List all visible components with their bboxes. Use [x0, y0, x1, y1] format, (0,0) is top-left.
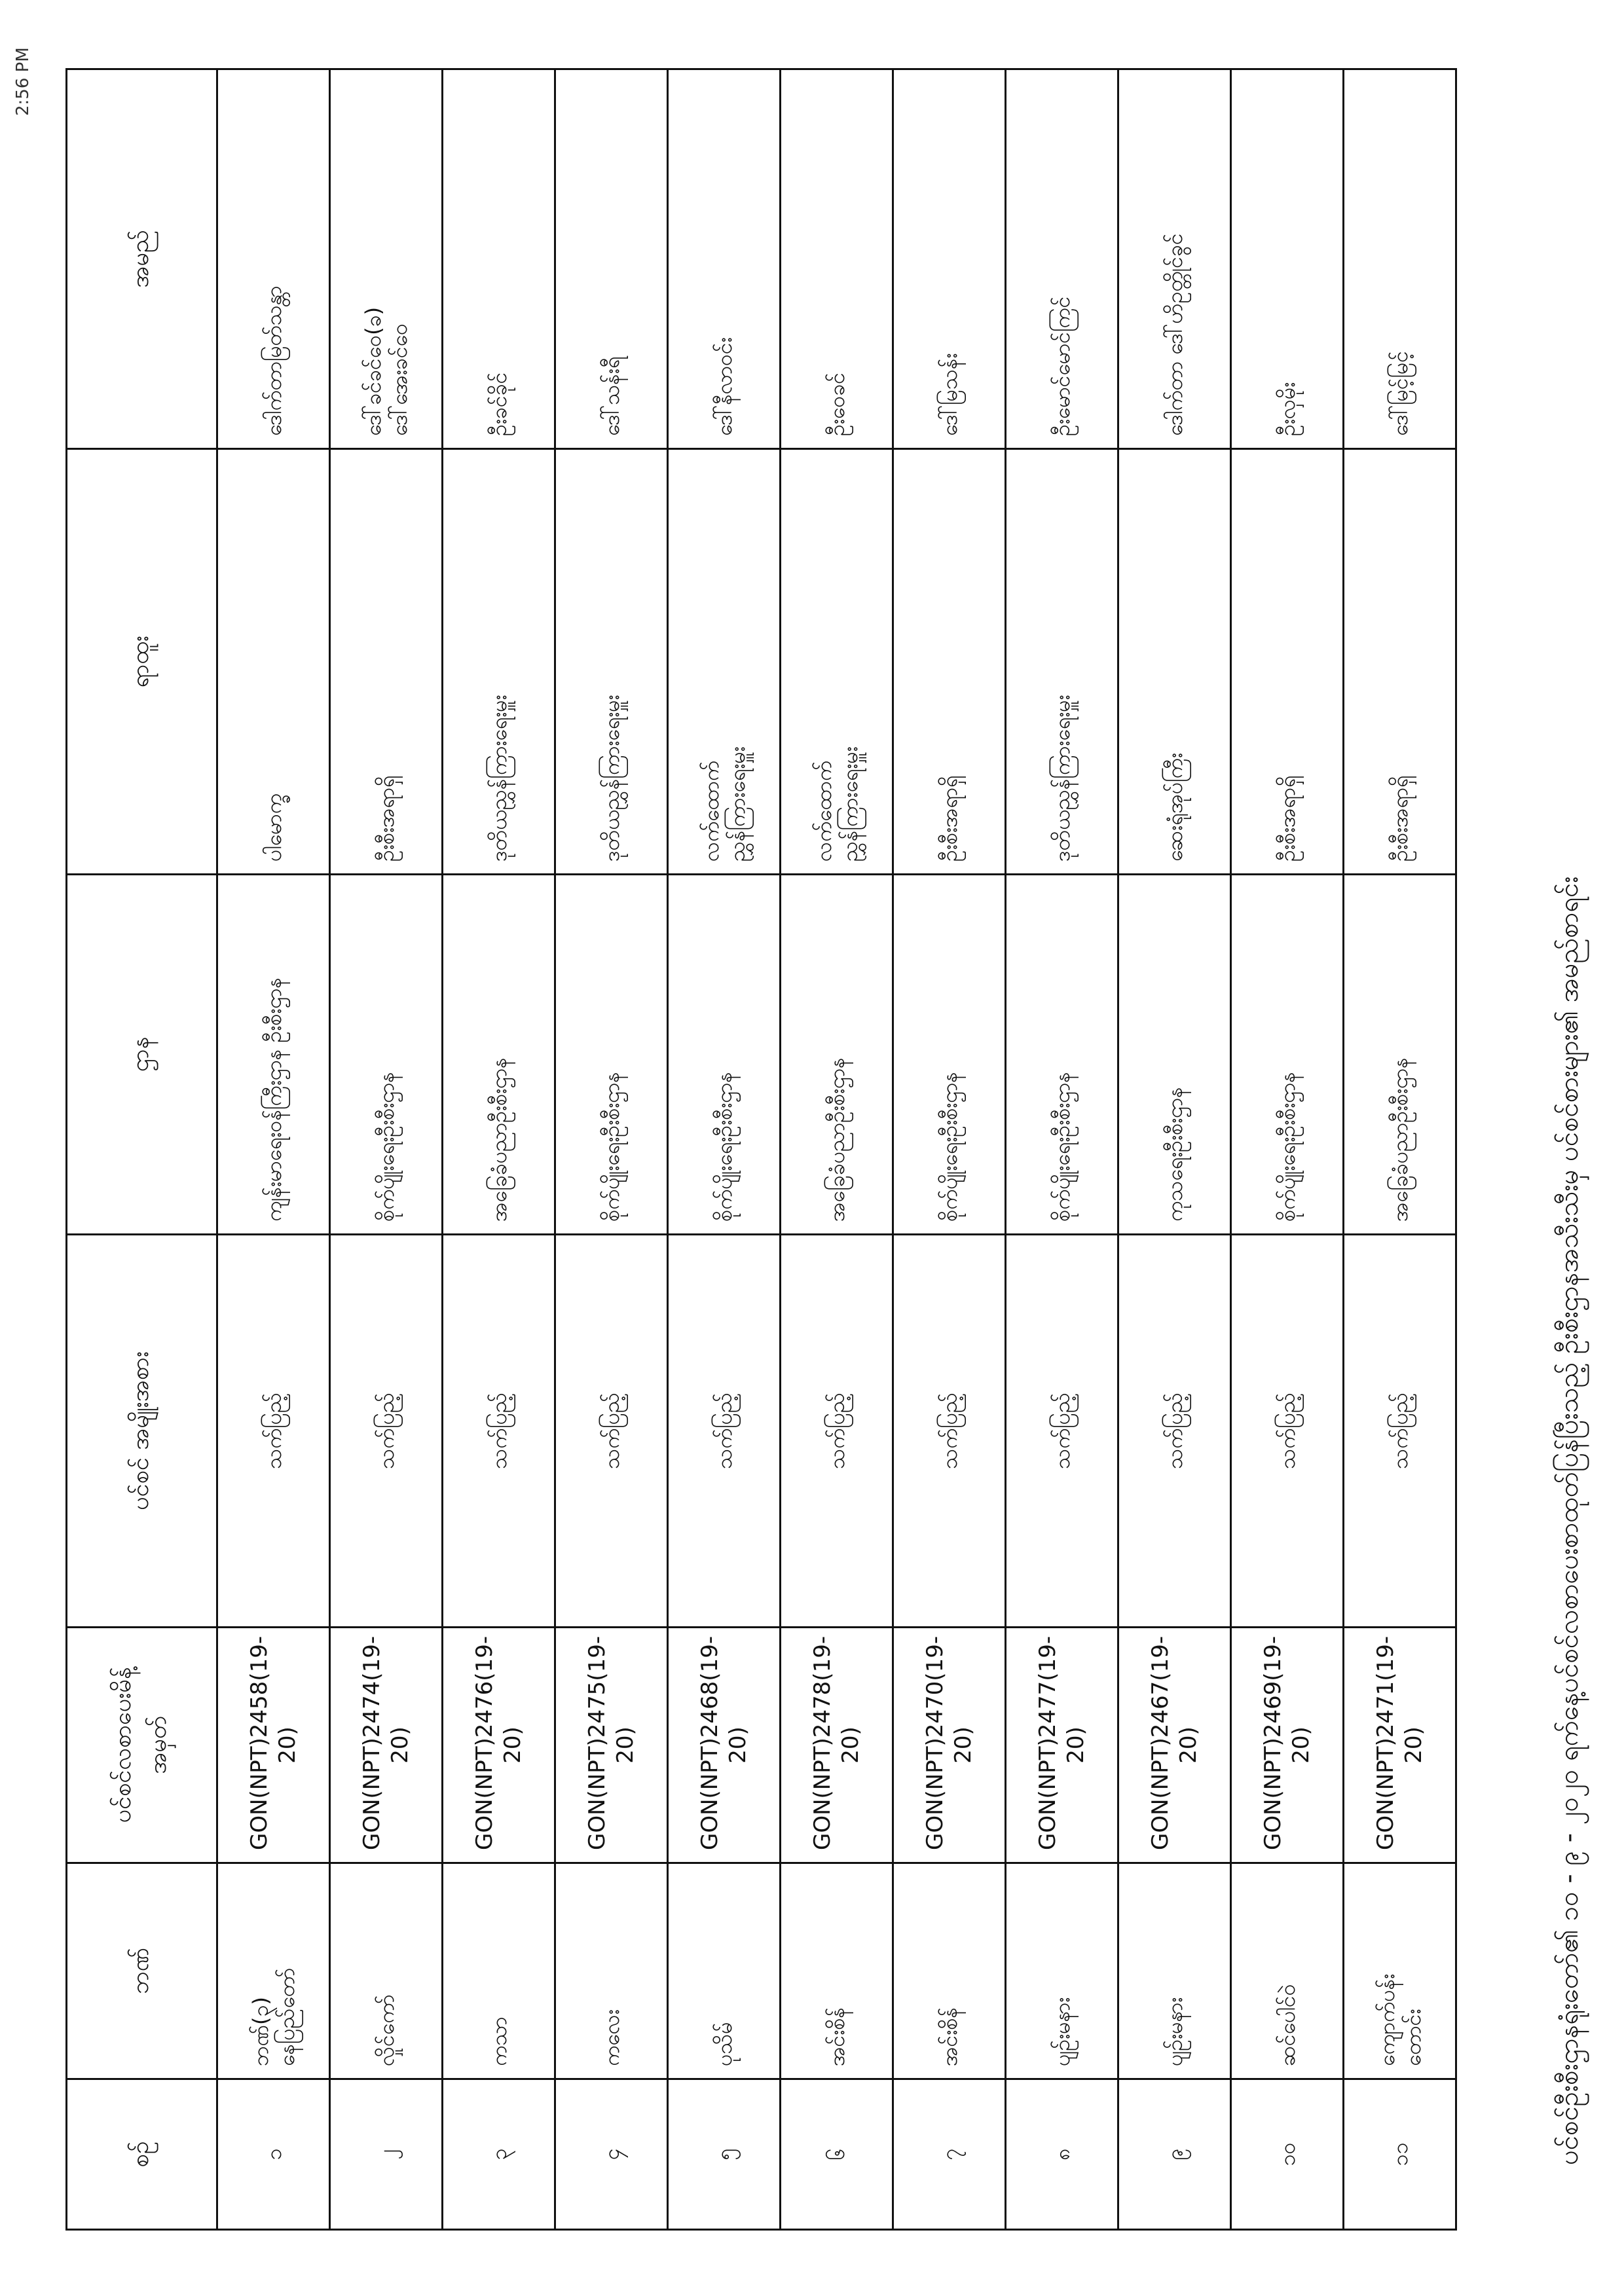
col-header-name: အမည်: [67, 69, 217, 449]
cell-order: GON(NPT)2474(19-20): [330, 1628, 443, 1863]
cell-type: သက်ပြည့်: [1344, 1235, 1456, 1628]
table-row: [330, 69, 443, 2230]
cell-dept: ကုသရေးဦးစီးဌာန: [1118, 875, 1231, 1235]
cell-rank: ဦးစီးအရာရှိ: [893, 449, 1006, 875]
cell-name: ဒေါ်ခင်ခင်ဝေ(ခ) ဒေါ်အေးခင်ဝေ: [330, 69, 443, 449]
print-timestamp: 2:56 PM: [13, 47, 33, 116]
cell-bank: လှိုင်ကော်: [330, 1863, 443, 2079]
cell-name: ဒေါ်သန်းရီ: [555, 69, 668, 449]
cell-dept: အခြေခံပညာဦးစီးဌာန: [443, 875, 555, 1235]
cell-type: သက်ပြည့်: [893, 1235, 1006, 1628]
cell-rank: ဦးစီးအရာရှိ: [1231, 449, 1344, 875]
cell-rank: ဦးစီးအရာရှိ: [330, 449, 443, 875]
cell-order: GON(NPT)2477(19-20): [1006, 1628, 1118, 1863]
cell-dept: ကျန်းမာရေးဝန်ကြီးဌာန ဦးစီးဌာန: [217, 875, 330, 1235]
cell-rank: ဦးစီးအရာရှိ: [1344, 449, 1456, 875]
cell-name: ဒေါက်တာမြတ်သန္တာ: [217, 69, 330, 449]
cell-dept: အခြေခံပညာဦးစီးဌာန: [1344, 875, 1456, 1235]
cell-no: ၂: [330, 2079, 443, 2230]
cell-no: ၁: [217, 2079, 330, 2230]
table-row: [893, 69, 1006, 2230]
cell-bank: ကလေး: [555, 1863, 668, 2079]
table-row: [217, 69, 330, 2230]
col-header-bank: ဘဏ်: [67, 1863, 217, 2079]
cell-order: GON(NPT)2471(19-20): [1344, 1628, 1456, 1863]
cell-bank: ပုသိမ်: [668, 1863, 781, 2079]
cell-rank: ဒုတိယညွှန်ကြားရေးမှူး: [1006, 449, 1118, 875]
cell-type: သက်ပြည့်: [443, 1235, 555, 1628]
cell-bank: အင်းစိန်: [781, 1863, 893, 2079]
cell-no: ၇: [893, 2079, 1006, 2230]
col-header-dept: ဌာန: [67, 875, 217, 1235]
cell-dept: စိုက်ပျိုးရေးဦးစီးဌာန: [555, 875, 668, 1235]
table-row: [1006, 69, 1118, 2230]
cell-dept: အခြေခံပညာဦးစီးဌာန: [781, 875, 893, 1235]
cell-order: GON(NPT)2469(19-20): [1231, 1628, 1344, 1863]
cell-dept: စိုက်ပျိုးရေးဦးစီးဌာန: [1231, 875, 1344, 1235]
cell-dept: စိုက်ပျိုးရေးဦးစီးဌာန: [1006, 875, 1118, 1235]
cell-name: ဒေါ်နီလာဝင်း: [668, 69, 781, 449]
table-row: [1344, 69, 1456, 2230]
cell-order: GON(NPT)2468(19-20): [668, 1628, 781, 1863]
cell-rank: ပါမောက္ခ: [217, 449, 330, 875]
pension-table: [65, 68, 1457, 2231]
cell-bank: ကသာ: [443, 1863, 555, 2079]
cell-bank: ဘဏ်(၃) နေပြည်တော်: [217, 1863, 330, 2079]
cell-name: ဦးမောင်မောင်ကြင်: [1006, 69, 1118, 449]
page-title: ပင်စင်ဦးစီးဌာနရုံးတော်၏ ၁၀ - ၉ - ၂၀၂၀ ရက်နေ့ပင်စင်လစာပေးစာထုတ်ပြန်ပြီးသည့် ဦးစီးဌာနအသီးသီးမှ ပင်စင်စားများ၏ အမည်စာရင်း: [1554, 876, 1584, 2165]
cell-rank: ဒုတိယညွှန်ကြားရေးမှူး: [555, 449, 668, 875]
table-row: [781, 69, 893, 2230]
cell-bank: အင်းစိန်: [893, 1863, 1006, 2079]
cell-name: ဦးဝေခင်: [781, 69, 893, 449]
cell-no: ၁၀: [1231, 2079, 1344, 2230]
cell-no: ၃: [443, 2079, 555, 2230]
cell-dept: စိုက်ပျိုးရေးဦးစီးဌာန: [330, 875, 443, 1235]
table-header-row: [67, 69, 217, 2230]
cell-order: GON(NPT)2467(19-20): [1118, 1628, 1231, 1863]
cell-rank: ဒုတိယညွှန်ကြားရေးမှူး: [443, 449, 555, 875]
cell-no: ၆: [781, 2079, 893, 2230]
cell-dept: စိုက်ပျိုးရေးဦးစီးဌာန: [893, 875, 1006, 1235]
cell-rank: ဆေးရုံအုပ်ကြီး: [1118, 449, 1231, 875]
cell-order: GON(NPT)2458(19-20): [217, 1628, 330, 1863]
table-row: [443, 69, 555, 2230]
cell-type: သက်ပြည့်: [555, 1235, 668, 1628]
table-row: [1118, 69, 1231, 2230]
cell-dept: စိုက်ပျိုးရေးဦးစီးဌာန: [668, 875, 781, 1235]
cell-no: ၈: [1006, 2079, 1118, 2230]
table-row: [668, 69, 781, 2230]
cell-bank: ပျဉ်းမနား: [1118, 1863, 1231, 2079]
cell-order: GON(NPT)2476(19-20): [443, 1628, 555, 1863]
cell-bank: ကျောက်ပန်း တောင်း: [1344, 1863, 1456, 2079]
cell-type: သက်ပြည့်: [1118, 1235, 1231, 1628]
table-row: [1231, 69, 1344, 2230]
cell-type: သက်ပြည့်: [668, 1235, 781, 1628]
cell-name: ဒေါက်တာ ဒေါ်ဟိဥတ္တိုင်ခွင်: [1118, 69, 1231, 449]
cell-name: ဦးလှမိုး: [1231, 69, 1344, 449]
cell-name: ဒေါ်မြသန်း: [893, 69, 1006, 449]
cell-type: သက်ပြည့်: [217, 1235, 330, 1628]
cell-type: သက်ပြည့်: [1231, 1235, 1344, 1628]
cell-no: ၉: [1118, 2079, 1231, 2230]
cell-name: ဦးခင်ခိုင်: [443, 69, 555, 449]
cell-no: ၅: [668, 2079, 781, 2230]
col-header-rank: ရာထူး: [67, 449, 217, 875]
cell-bank: ဆင်ပေါင်ဝဲ: [1231, 1863, 1344, 2079]
cell-no: ၄: [555, 2079, 668, 2230]
col-header-type: ပင်စင် အမျိုးအစား: [67, 1235, 217, 1628]
col-header-order: ပင်စင်လစာပေးမိန့်အမှတ်: [67, 1628, 217, 1863]
cell-type: သက်ပြည့်: [781, 1235, 893, 1628]
table-row: [555, 69, 668, 2230]
cell-no: ၁၁: [1344, 2079, 1456, 2230]
cell-rank: လက်ထောက် ညွှန်ကြားရေးမှူး: [781, 449, 893, 875]
cell-order: GON(NPT)2475(19-20): [555, 1628, 668, 1863]
cell-order: GON(NPT)2478(19-20): [781, 1628, 893, 1863]
cell-name: ဒေါ်မြင့်မြင့်: [1344, 69, 1456, 449]
cell-type: သက်ပြည့်: [330, 1235, 443, 1628]
cell-type: သက်ပြည့်: [1006, 1235, 1118, 1628]
cell-rank: လက်ထောက် ညွှန်ကြားရေးမှူး: [668, 449, 781, 875]
col-header-no: စဉ်: [67, 2079, 217, 2230]
cell-order: GON(NPT)2470(19-20): [893, 1628, 1006, 1863]
cell-bank: ပျဉ်းမနား: [1006, 1863, 1118, 2079]
